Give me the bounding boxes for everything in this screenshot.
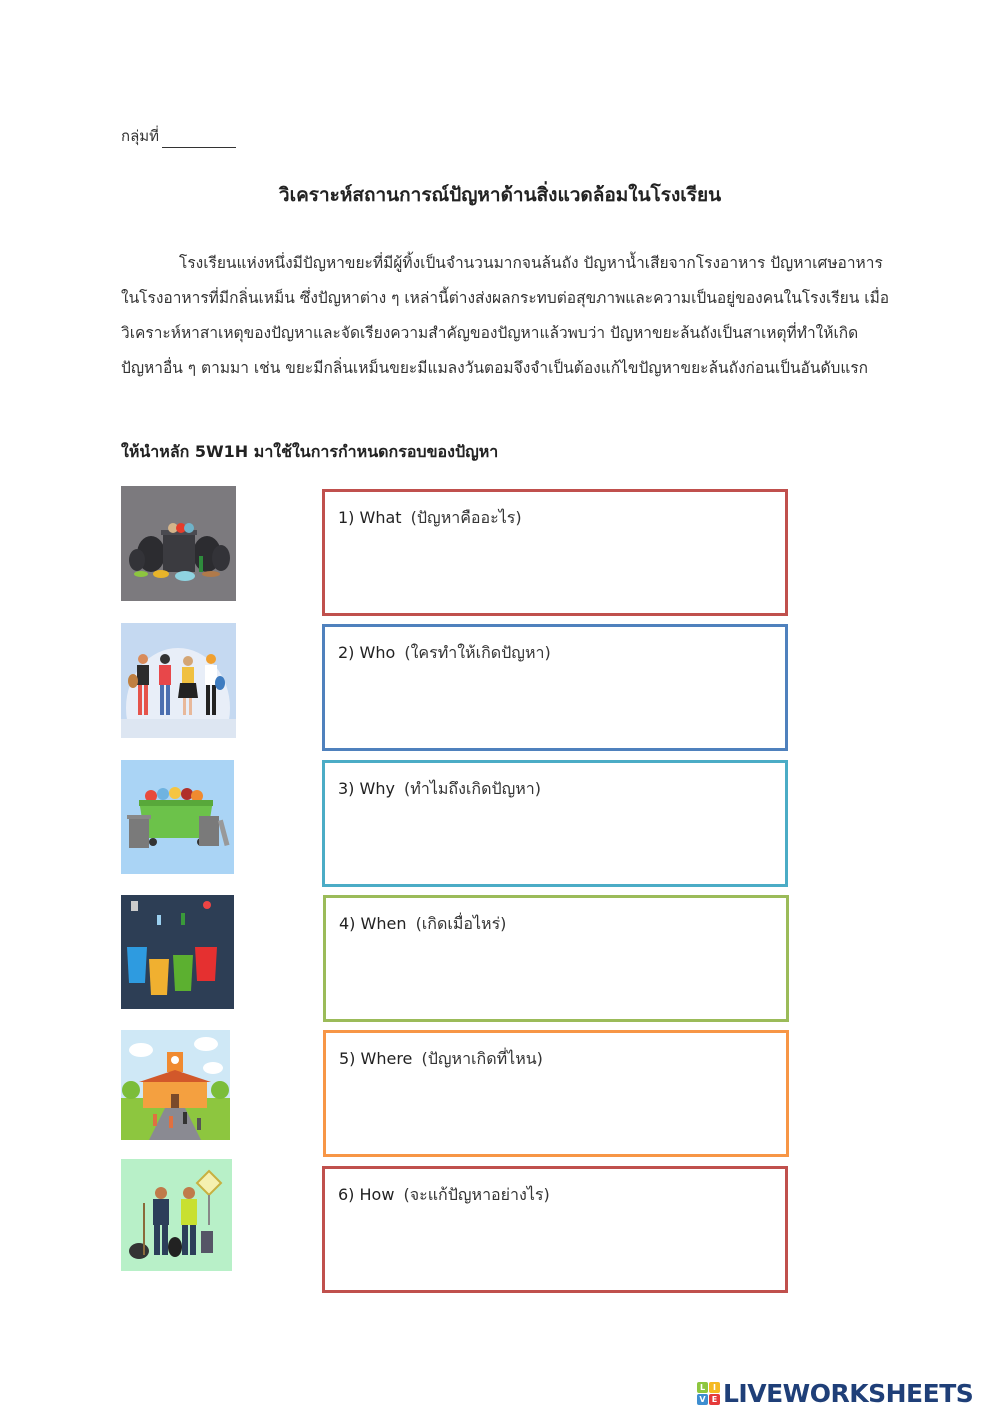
question-prompt: (ใครทำให้เกิดปัญหา) <box>404 643 551 662</box>
question-keyword: Why <box>359 779 395 798</box>
how-label <box>338 1183 550 1208</box>
question-prompt: (เกิดเมื่อไหร่) <box>415 914 507 933</box>
group-number-blank <box>162 134 236 148</box>
when-answer-input[interactable] <box>336 940 776 1009</box>
question-number: 3) <box>338 779 355 798</box>
why-answer-input[interactable] <box>335 805 775 874</box>
question-keyword: Where <box>360 1049 413 1068</box>
question-keyword: How <box>359 1185 395 1204</box>
cleaners-image <box>121 1159 232 1271</box>
how-answer-input[interactable] <box>335 1211 775 1280</box>
why-answer-box[interactable] <box>322 760 788 887</box>
question-prompt: (จะแก้ปัญหาอย่างไร) <box>403 1185 550 1204</box>
how-answer-box[interactable] <box>322 1166 788 1293</box>
where-answer-box[interactable] <box>323 1030 789 1157</box>
question-number: 1) <box>338 508 355 527</box>
students-group-image <box>121 623 236 738</box>
logo-block: I <box>709 1382 720 1393</box>
logo-block: L <box>697 1382 708 1393</box>
logo-blocks-icon <box>697 1382 720 1405</box>
logo-text: LIVEWORKSHEETS <box>723 1379 974 1408</box>
question-prompt: (ปัญหาเกิดที่ไหน) <box>421 1049 543 1068</box>
question-keyword: What <box>359 508 402 527</box>
who-answer-box[interactable] <box>322 624 788 751</box>
what-label <box>338 506 522 531</box>
question-number: 2) <box>338 643 355 662</box>
when-answer-box[interactable] <box>323 895 789 1022</box>
what-answer-input[interactable] <box>335 534 775 603</box>
logo-block: E <box>709 1394 720 1405</box>
question-keyword: Who <box>359 643 396 662</box>
group-number-label <box>121 124 236 148</box>
where-label <box>339 1047 543 1072</box>
question-prompt: (ทำไมถึงเกิดปัญหา) <box>404 779 542 798</box>
garbage-pile-image <box>121 486 236 601</box>
what-answer-box[interactable] <box>322 489 788 616</box>
question-number: 6) <box>338 1185 355 1204</box>
question-keyword: When <box>360 914 407 933</box>
recycling-bins-image <box>121 895 234 1009</box>
why-label <box>338 777 541 802</box>
where-answer-input[interactable] <box>336 1075 776 1144</box>
overflowing-bins-image <box>121 760 234 874</box>
liveworksheets-logo[interactable] <box>697 1379 973 1408</box>
school-building-image <box>121 1030 230 1140</box>
page-title: วิเคราะห์สถานการณ์ปัญหาด้านสิ่งแวดล้อมในโรงเรียน <box>278 184 722 206</box>
question-prompt: (ปัญหาคืออะไร) <box>410 508 522 527</box>
group-label-text: กลุ่มที่ <box>121 127 160 145</box>
instruction-heading: ให้นำหลัก 5W1H มาใช้ในการกำหนดกรอบของปัญหา <box>121 442 499 461</box>
who-label <box>338 641 551 666</box>
who-answer-input[interactable] <box>335 669 775 738</box>
logo-block: V <box>697 1394 708 1405</box>
when-label <box>339 912 506 937</box>
question-number: 4) <box>339 914 356 933</box>
question-number: 5) <box>339 1049 356 1068</box>
scenario-paragraph: โรงเรียนแห่งหนึ่งมีปัญหาขยะที่มีผู้ทิ้งเป็นจำนวนมากจนล้นถัง ปัญหาน้ำเสียจากโรงอาหาร ปัญหาเศษอาหารในโรงอาหารที่มีกลิ่นเหม็น ซึ่งปัญหาต่าง ๆ เหล่านี้ต่างส่งผลกระทบต่อสุขภาพและความเป็นอยู่ของคนในโรงเรียน เมื่อวิเคราะห์หาสาเหตุของปัญหาและจัดเรียงความสำคัญของปัญหาแล้วพบว่า ปัญหาขยะล้นถังเป็นสาเหตุที่ทำให้เกิดปัญหาอื่น ๆ ตามมา เช่น ขยะมีกลิ่นเหม็นขยะมีแมลงวันตอมจึงจำเป็นต้องแก้ไขปัญหาขยะล้นถังก่อนเป็นอันดับแรก <box>121 254 890 377</box>
